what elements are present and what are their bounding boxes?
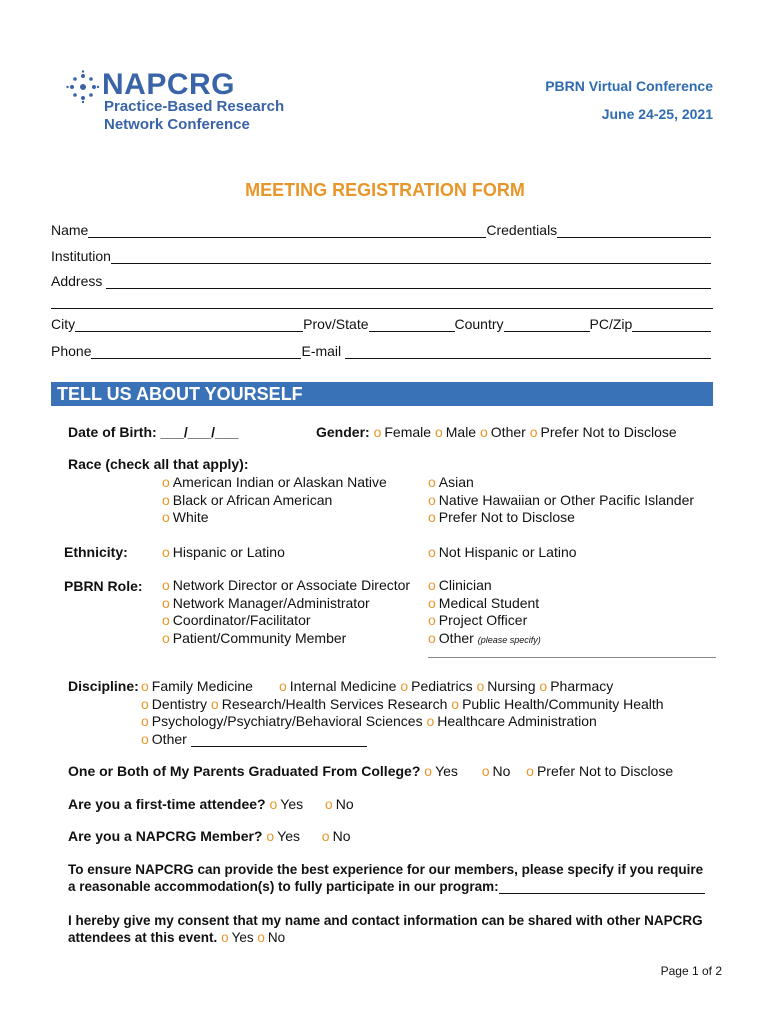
ethnicity-hispanic-option[interactable] bbox=[162, 544, 285, 560]
checkbox-icon: o bbox=[451, 696, 460, 712]
checkbox-icon: o bbox=[428, 594, 436, 611]
specify-hint: (please specify) bbox=[477, 634, 541, 645]
institution-row bbox=[51, 246, 711, 264]
option-label: No bbox=[492, 763, 511, 779]
role-right-options bbox=[428, 577, 541, 649]
checkbox-icon: o bbox=[400, 678, 409, 694]
radio-icon: o bbox=[424, 763, 433, 779]
logo bbox=[66, 68, 296, 138]
name-field[interactable] bbox=[88, 223, 486, 238]
discipline-option[interactable] bbox=[426, 713, 596, 729]
event-dates: June 24-25, 2021 bbox=[601, 106, 713, 122]
radio-icon: o bbox=[481, 763, 490, 779]
race-option[interactable] bbox=[162, 474, 387, 492]
address-label: Address bbox=[51, 273, 103, 289]
option-label: Nursing bbox=[487, 678, 536, 694]
parents-question-row bbox=[68, 763, 728, 779]
country-field[interactable] bbox=[504, 317, 590, 332]
radio-icon: o bbox=[428, 544, 436, 560]
discipline-row-4 bbox=[141, 731, 367, 747]
checkbox-icon: o bbox=[162, 474, 170, 490]
option-label: Coordinator/Facilitator bbox=[172, 612, 311, 628]
checkbox-icon: o bbox=[428, 474, 436, 490]
radio-icon: o bbox=[526, 763, 534, 779]
race-option[interactable] bbox=[428, 474, 694, 492]
radio-icon: o bbox=[162, 544, 170, 560]
ethnicity-label: Ethnicity: bbox=[64, 544, 128, 560]
radio-icon: o bbox=[529, 424, 538, 440]
parents-question: One or Both of My Parents Graduated From College? bbox=[68, 763, 421, 779]
credentials-label: Credentials bbox=[486, 222, 558, 238]
discipline-label: Discipline: bbox=[68, 678, 139, 694]
checkbox-icon: o bbox=[428, 612, 436, 628]
discipline-other-field[interactable] bbox=[191, 732, 367, 747]
option-label: Psychology/Psychiatry/Behavioral Sciences bbox=[151, 713, 423, 729]
discipline-option[interactable] bbox=[141, 696, 207, 712]
accommodation-row bbox=[68, 879, 705, 894]
checkbox-icon: o bbox=[162, 509, 170, 525]
discipline-row-2 bbox=[141, 696, 664, 712]
checkbox-icon: o bbox=[279, 678, 287, 694]
option-label: Dentistry bbox=[151, 696, 208, 712]
option-label: Healthcare Administration bbox=[437, 713, 597, 729]
checkbox-icon: o bbox=[162, 594, 170, 611]
checkbox-icon: o bbox=[162, 629, 170, 646]
race-option[interactable] bbox=[428, 509, 694, 527]
role-option[interactable] bbox=[428, 595, 541, 613]
option-label: Prefer Not to Disclose bbox=[536, 763, 674, 779]
role-option[interactable] bbox=[162, 630, 410, 648]
discipline-option[interactable] bbox=[400, 678, 472, 694]
option-label: No bbox=[332, 828, 351, 844]
institution-field[interactable] bbox=[111, 249, 711, 264]
member-question: Are you a NAPCRG Member? bbox=[68, 828, 263, 844]
checkbox-icon: o bbox=[141, 713, 149, 729]
race-option[interactable] bbox=[162, 509, 387, 527]
option-label: Other bbox=[151, 731, 187, 747]
member-row bbox=[68, 828, 351, 844]
option-label: Pediatrics bbox=[411, 678, 473, 694]
name-row bbox=[51, 220, 711, 238]
option-label: Project Officer bbox=[438, 612, 528, 628]
name-label: Name bbox=[51, 222, 89, 238]
option-label: Asian bbox=[438, 474, 474, 490]
option-label: Yes bbox=[277, 828, 301, 844]
accommodation-line-1: To ensure NAPCRG can provide the best experience for our members, please specify if you require bbox=[68, 862, 704, 877]
checkbox-icon: o bbox=[141, 696, 149, 712]
role-option[interactable] bbox=[162, 595, 410, 613]
radio-icon: o bbox=[373, 424, 382, 440]
option-label: Network Manager/Administrator bbox=[172, 594, 370, 611]
option-label: Other bbox=[438, 629, 474, 646]
discipline-option[interactable] bbox=[141, 713, 423, 729]
option-label: Clinician bbox=[438, 577, 492, 593]
parents-no-option[interactable] bbox=[482, 763, 511, 779]
radio-icon: o bbox=[269, 796, 278, 812]
gender-group bbox=[316, 424, 677, 440]
option-label: No bbox=[335, 796, 354, 812]
role-option[interactable] bbox=[162, 612, 410, 630]
radio-icon: o bbox=[324, 796, 333, 812]
first-time-no-option[interactable] bbox=[325, 796, 354, 812]
discipline-other-option[interactable] bbox=[141, 731, 187, 747]
option-label: Family Medicine bbox=[151, 678, 253, 694]
checkbox-icon: o bbox=[426, 713, 435, 729]
logo-dots-icon bbox=[66, 70, 100, 104]
accommodation-line-2: a reasonable accommodation(s) to fully participate in our program: bbox=[68, 879, 499, 894]
gender-nodisclose-option[interactable] bbox=[530, 424, 677, 440]
option-label: Yes bbox=[231, 930, 254, 945]
institution-label: Institution bbox=[51, 248, 111, 264]
address-row bbox=[51, 271, 711, 289]
member-no-option[interactable] bbox=[322, 828, 351, 844]
address-field[interactable] bbox=[106, 274, 711, 289]
event-name: PBRN Virtual Conference bbox=[545, 78, 713, 94]
option-label: Male bbox=[445, 424, 477, 440]
option-label: Female bbox=[384, 424, 432, 440]
role-option[interactable] bbox=[428, 612, 541, 630]
discipline-row-1b bbox=[279, 678, 613, 694]
race-right-options bbox=[428, 474, 694, 527]
race-option[interactable] bbox=[162, 492, 387, 510]
checkbox-icon: o bbox=[141, 731, 149, 747]
checkbox-icon: o bbox=[162, 577, 170, 593]
member-yes-option[interactable] bbox=[266, 828, 300, 844]
option-label: Hispanic or Latino bbox=[172, 544, 285, 560]
radio-icon: o bbox=[434, 424, 443, 440]
parents-nodisclose-option[interactable] bbox=[526, 763, 673, 779]
option-label: American Indian or Alaskan Native bbox=[172, 474, 387, 490]
logo-subtitle-2: Network Conference bbox=[104, 116, 250, 133]
option-label: Medical Student bbox=[438, 594, 540, 611]
gender-other-option[interactable] bbox=[480, 424, 526, 440]
option-label: Network Director or Associate Director bbox=[172, 577, 411, 593]
race-label: Race (check all that apply): bbox=[68, 456, 249, 472]
option-label: Black or African American bbox=[172, 491, 333, 508]
race-option[interactable] bbox=[428, 492, 694, 510]
phone-field[interactable] bbox=[91, 344, 301, 359]
logo-subtitle-1: Practice-Based Research bbox=[104, 98, 285, 115]
first-time-question: Are you a first-time attendee? bbox=[68, 796, 266, 812]
discipline-row-1 bbox=[141, 678, 253, 694]
first-time-row bbox=[68, 796, 354, 812]
option-label: Native Hawaiian or Other Pacific Islander bbox=[438, 491, 695, 508]
option-label: Other bbox=[490, 424, 526, 440]
radio-icon: o bbox=[266, 828, 275, 844]
option-label: Yes bbox=[280, 796, 304, 812]
option-label: No bbox=[267, 930, 286, 945]
city-row bbox=[51, 314, 711, 332]
checkbox-icon: o bbox=[162, 491, 170, 508]
discipline-option[interactable] bbox=[451, 696, 663, 712]
page-number: Page 1 of 2 bbox=[660, 964, 722, 978]
role-option[interactable] bbox=[428, 630, 541, 650]
radio-icon: o bbox=[257, 930, 265, 945]
accommodation-field[interactable] bbox=[499, 879, 705, 894]
email-field[interactable] bbox=[345, 344, 711, 359]
checkbox-icon: o bbox=[476, 678, 485, 694]
section-band bbox=[51, 382, 713, 406]
discipline-option[interactable] bbox=[539, 678, 613, 694]
option-label: Research/Health Services Research bbox=[221, 696, 448, 712]
radio-icon: o bbox=[321, 828, 330, 844]
consent-no-option[interactable] bbox=[257, 930, 285, 945]
checkbox-icon: o bbox=[141, 678, 149, 694]
ethnicity-not-hispanic-option[interactable] bbox=[428, 544, 577, 560]
option-label: Patient/Community Member bbox=[172, 629, 347, 646]
consent-yes-option[interactable] bbox=[221, 930, 254, 945]
checkbox-icon: o bbox=[210, 696, 219, 712]
discipline-option[interactable] bbox=[279, 678, 396, 694]
discipline-option[interactable] bbox=[211, 696, 447, 712]
address-line-2[interactable] bbox=[51, 308, 713, 309]
option-label: Not Hispanic or Latino bbox=[438, 544, 577, 560]
form-title: MEETING REGISTRATION FORM bbox=[245, 180, 525, 200]
gender-label: Gender: bbox=[316, 424, 370, 440]
role-option[interactable] bbox=[428, 577, 541, 595]
checkbox-icon: o bbox=[428, 509, 436, 525]
radio-icon: o bbox=[221, 930, 229, 945]
checkbox-icon: o bbox=[162, 612, 170, 628]
option-label: Prefer Not to Disclose bbox=[438, 509, 575, 525]
parents-yes-option[interactable] bbox=[424, 763, 458, 779]
role-left-options bbox=[162, 577, 410, 647]
consent-line-2: attendees at this event. bbox=[68, 930, 218, 945]
dob-field[interactable]: Date of Birth: ___/___/___ bbox=[68, 424, 239, 440]
consent-line-1: I hereby give my consent that my name and contact information can be shared with other NAPCRG bbox=[68, 913, 703, 928]
role-other-field[interactable] bbox=[428, 657, 716, 658]
discipline-row-3 bbox=[141, 713, 597, 729]
option-label: Yes bbox=[435, 763, 458, 779]
role-option[interactable] bbox=[162, 577, 410, 595]
phone-row bbox=[51, 341, 711, 359]
option-label: White bbox=[172, 509, 209, 525]
checkbox-icon: o bbox=[428, 491, 436, 508]
option-label: Prefer Not to Disclose bbox=[540, 424, 677, 440]
city-label: City bbox=[51, 316, 76, 332]
option-label: Internal Medicine bbox=[289, 678, 397, 694]
race-left-options bbox=[162, 474, 387, 527]
email-label: E-mail bbox=[301, 343, 342, 359]
section-title: TELL US ABOUT YOURSELF bbox=[57, 384, 303, 404]
checkbox-icon: o bbox=[428, 629, 436, 646]
credentials-field[interactable] bbox=[557, 223, 711, 238]
pczip-label: PC/Zip bbox=[589, 316, 633, 332]
prov-label: Prov/State bbox=[303, 316, 369, 332]
role-label: PBRN Role: bbox=[64, 578, 143, 594]
logo-wordmark: NAPCRG bbox=[102, 68, 236, 101]
option-label: Pharmacy bbox=[550, 678, 614, 694]
phone-label: Phone bbox=[51, 343, 92, 359]
checkbox-icon: o bbox=[428, 577, 436, 593]
gender-female-option[interactable] bbox=[374, 424, 431, 440]
discipline-option[interactable] bbox=[141, 678, 253, 694]
consent-row bbox=[68, 930, 285, 945]
radio-icon: o bbox=[480, 424, 488, 440]
gender-male-option[interactable] bbox=[435, 424, 476, 440]
discipline-option[interactable] bbox=[476, 678, 535, 694]
option-label: Public Health/Community Health bbox=[462, 696, 664, 712]
prov-field[interactable] bbox=[369, 317, 455, 332]
country-label: Country bbox=[454, 316, 504, 332]
first-time-yes-option[interactable] bbox=[270, 796, 304, 812]
pczip-field[interactable] bbox=[632, 317, 711, 332]
checkbox-icon: o bbox=[539, 678, 548, 694]
city-field[interactable] bbox=[75, 317, 303, 332]
